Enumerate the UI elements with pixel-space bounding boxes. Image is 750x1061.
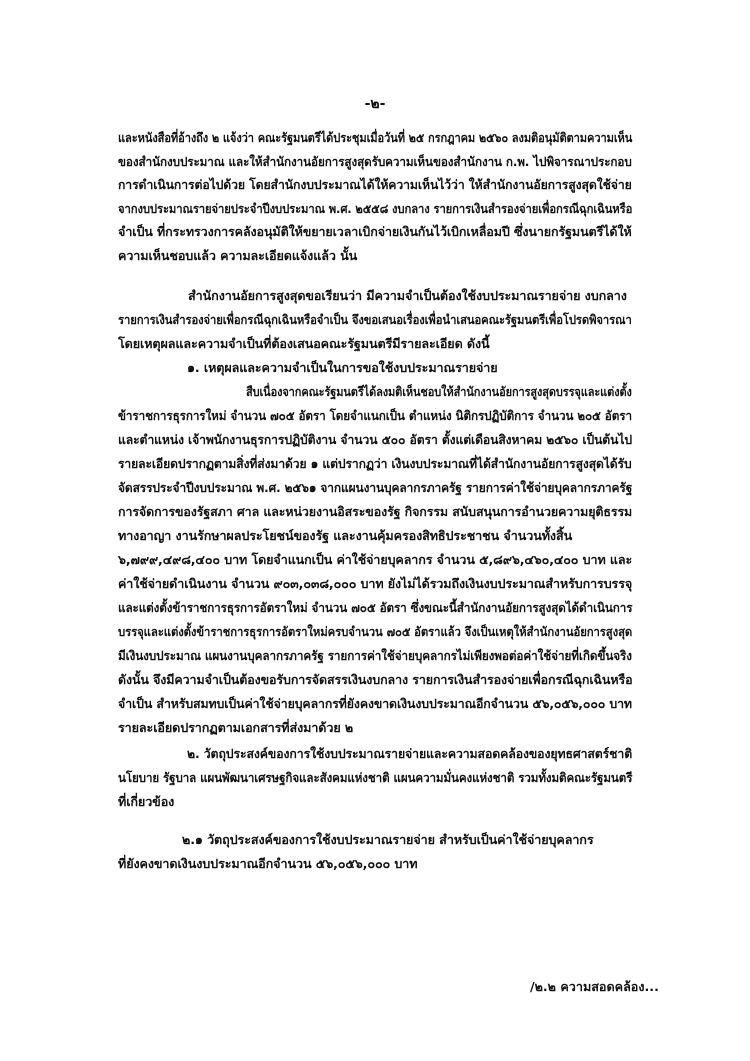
body-line: จำเป็น ที่กระทรวงการคลังอนุมัติให้ขยายเวลาเบิกจ่ายเงินกันไว้เบิกเหลื่อมปี ซึ่งนายกรัฐมนตรีได้ให้ xyxy=(118,224,632,239)
body-line: โดยเหตุผลและความจำเป็นที่ต้องเสนอคณะรัฐมนตรีมีรายละเอียด ดังนี้ xyxy=(118,336,490,351)
body-line: ของสำนักงบประมาณ และให้สำนักงานอัยการสูงสุดรับความเห็นของสำนักงาน ก.พ. ไปพิจารณาประกอบ xyxy=(118,154,632,169)
body-line: ๖,๗๙๙,๔๙๘,๔๐๐ บาท โดยจำแนกเป็น ค่าใช้จ่ายบุคลากร จำนวน ๕,๘๙๖,๔๖๐,๔๐๐ บาท และ xyxy=(118,552,633,567)
body-line: จำเป็น สำหรับสมทบเป็นค่าใช้จ่ายบุคลากรที่ยังคงขาดเงินงบประมาณอีกจำนวน ๕๖,๐๕๖,๐๐๐ บาท xyxy=(118,696,632,711)
page-number: -๒- xyxy=(364,96,386,112)
body-line: จากงบประมาณรายจ่ายประจำปีงบประมาณ พ.ศ. ๒๕๕๘ งบกลาง รายการเงินสำรองจ่ายเพื่อกรณีฉุกเฉินหรือ xyxy=(118,201,633,216)
body-line: จัดสรรประจำปีงบประมาณ พ.ศ. ๒๕๖๑ จากแผนงานบุคลากรภาครัฐ รายการค่าใช้จ่ายบุคลากรภาครัฐ xyxy=(118,480,633,495)
section-heading: ๑. เหตุผลและความจำเป็นในการขอใช้งบประมาณรายจ่าย xyxy=(187,360,498,375)
body-line: รายการเงินสำรองจ่ายเพื่อกรณีฉุกเฉินหรือจำเป็น จึงขอเสนอเรื่องเพื่อนำเสนอคณะรัฐมนตรีเพื่อโปรดพิจารณา xyxy=(118,312,632,327)
body-line: และหนังสือที่อ้างถึง ๒ แจ้งว่า คณะรัฐมนตรีได้ประชุมเมื่อวันที่ ๒๕ กรกฎาคม ๒๕๖๐ ลงมติอนุมัติตามความเห็น xyxy=(118,130,633,145)
body-line: ทางอาญา งานรักษาผลประโยชน์ของรัฐ และงานคุ้มครองสิทธิประชาชน จำนวนทั้งสิ้น xyxy=(118,528,573,543)
body-line: การดำเนินการต่อไปด้วย โดยสำนักงบประมาณได้ให้ความเห็นไว้ว่า ให้สำนักงานอัยการสูงสุดใช้จ่าย xyxy=(118,177,632,192)
section-heading: ๒. วัตถุประสงค์ของการใช้งบประมาณรายจ่ายและความสอดคล้องของยุทธศาสตร์ชาติ xyxy=(187,746,633,761)
body-line: และตำแหน่ง เจ้าพนักงานธุรการปฏิบัติงาน จำนวน ๕๐๐ อัตรา ตั้งแต่เดือนสิงหาคม ๒๕๖๐ เป็นต้นไป xyxy=(118,432,632,447)
body-line: ที่เกี่ยวข้อง xyxy=(118,794,175,809)
body-line: และแต่งตั้งข้าราชการธุรการอัตราใหม่ จำนวน ๗๐๕ อัตรา ซึ่งขณะนี้สำนักงานอัยการสูงสุดได้ดำเนินการ xyxy=(118,600,633,615)
body-line: การจัดการของรัฐสภา ศาล และหน่วยงานอิสระของรัฐ กิจกรรม สนับสนุนการอำนวยความยุติธรรม xyxy=(118,504,633,519)
body-line: บรรจุและแต่งตั้งข้าราชการธุรการอัตราใหม่ครบจำนวน ๗๐๕ อัตราแล้ว จึงเป็นเหตุให้สำนักงานอัยการสูงสุด xyxy=(118,624,633,639)
body-line: ดังนั้น จึงมีความจำเป็นต้องขอรับการจัดสรรเงินงบกลาง รายการเงินสำรองจ่ายเพื่อกรณีฉุกเฉินหรือ xyxy=(118,672,633,687)
body-line: สืบเนื่องจากคณะรัฐมนตรีได้ลงมติเห็นชอบให้สำนักงานอัยการสูงสุดบรรจุและแต่งตั้ง xyxy=(246,384,632,399)
body-line: มีเงินงบประมาณ แผนงานบุคลากรภาครัฐ รายการค่าใช้จ่ายบุคลากรไม่เพียงพอต่อค่าใช้จ่ายที่เกิดขึ้นจริง xyxy=(118,648,632,663)
section-heading: ๒.๑ วัตถุประสงค์ของการใช้งบประมาณรายจ่าย สำหรับเป็นค่าใช้จ่ายบุคลากร xyxy=(182,832,594,847)
body-line: รายละเอียดปรากฏตามเอกสารที่ส่งมาด้วย ๒ xyxy=(118,720,354,735)
body-line: ที่ยังคงขาดเงินงบประมาณอีกจำนวน ๕๖,๐๕๖,๐๐๐ บาท xyxy=(118,856,418,871)
body-line: ค่าใช้จ่ายดำเนินงาน จำนวน ๙๐๓,๐๓๘,๐๐๐ บาท ยังไม่ได้รวมถึงเงินงบประมาณสำหรับการบรรจุ xyxy=(118,576,633,591)
body-line: รายละเอียดปรากฏตามสิ่งที่ส่งมาด้วย ๑ แต่ปรากฏว่า เงินงบประมาณที่ได้สำนักงานอัยการสูงสุดได้รับ xyxy=(118,456,632,471)
body-line: นโยบาย รัฐบาล แผนพัฒนาเศรษฐกิจและสังคมแห่งชาติ แผนความมั่นคงแห่งชาติ รวมทั้งมติคณะรัฐมนตรี xyxy=(118,770,633,785)
body-line: ข้าราชการธุรการใหม่ จำนวน ๗๐๕ อัตรา โดยจำแนกเป็น ตำแหน่ง นิติกรปฏิบัติการ จำนวน ๒๐๕ อัตรา xyxy=(118,408,632,423)
continuation-footer: /๒.๒ ความสอดคล้อง... xyxy=(530,979,659,994)
body-line: ความเห็นชอบแล้ว ความละเอียดแจ้งแล้ว นั้น xyxy=(118,248,358,263)
body-line: สำนักงานอัยการสูงสุดขอเรียนว่า มีความจำเป็นต้องใช้งบประมาณรายจ่าย งบกลาง xyxy=(188,288,627,303)
